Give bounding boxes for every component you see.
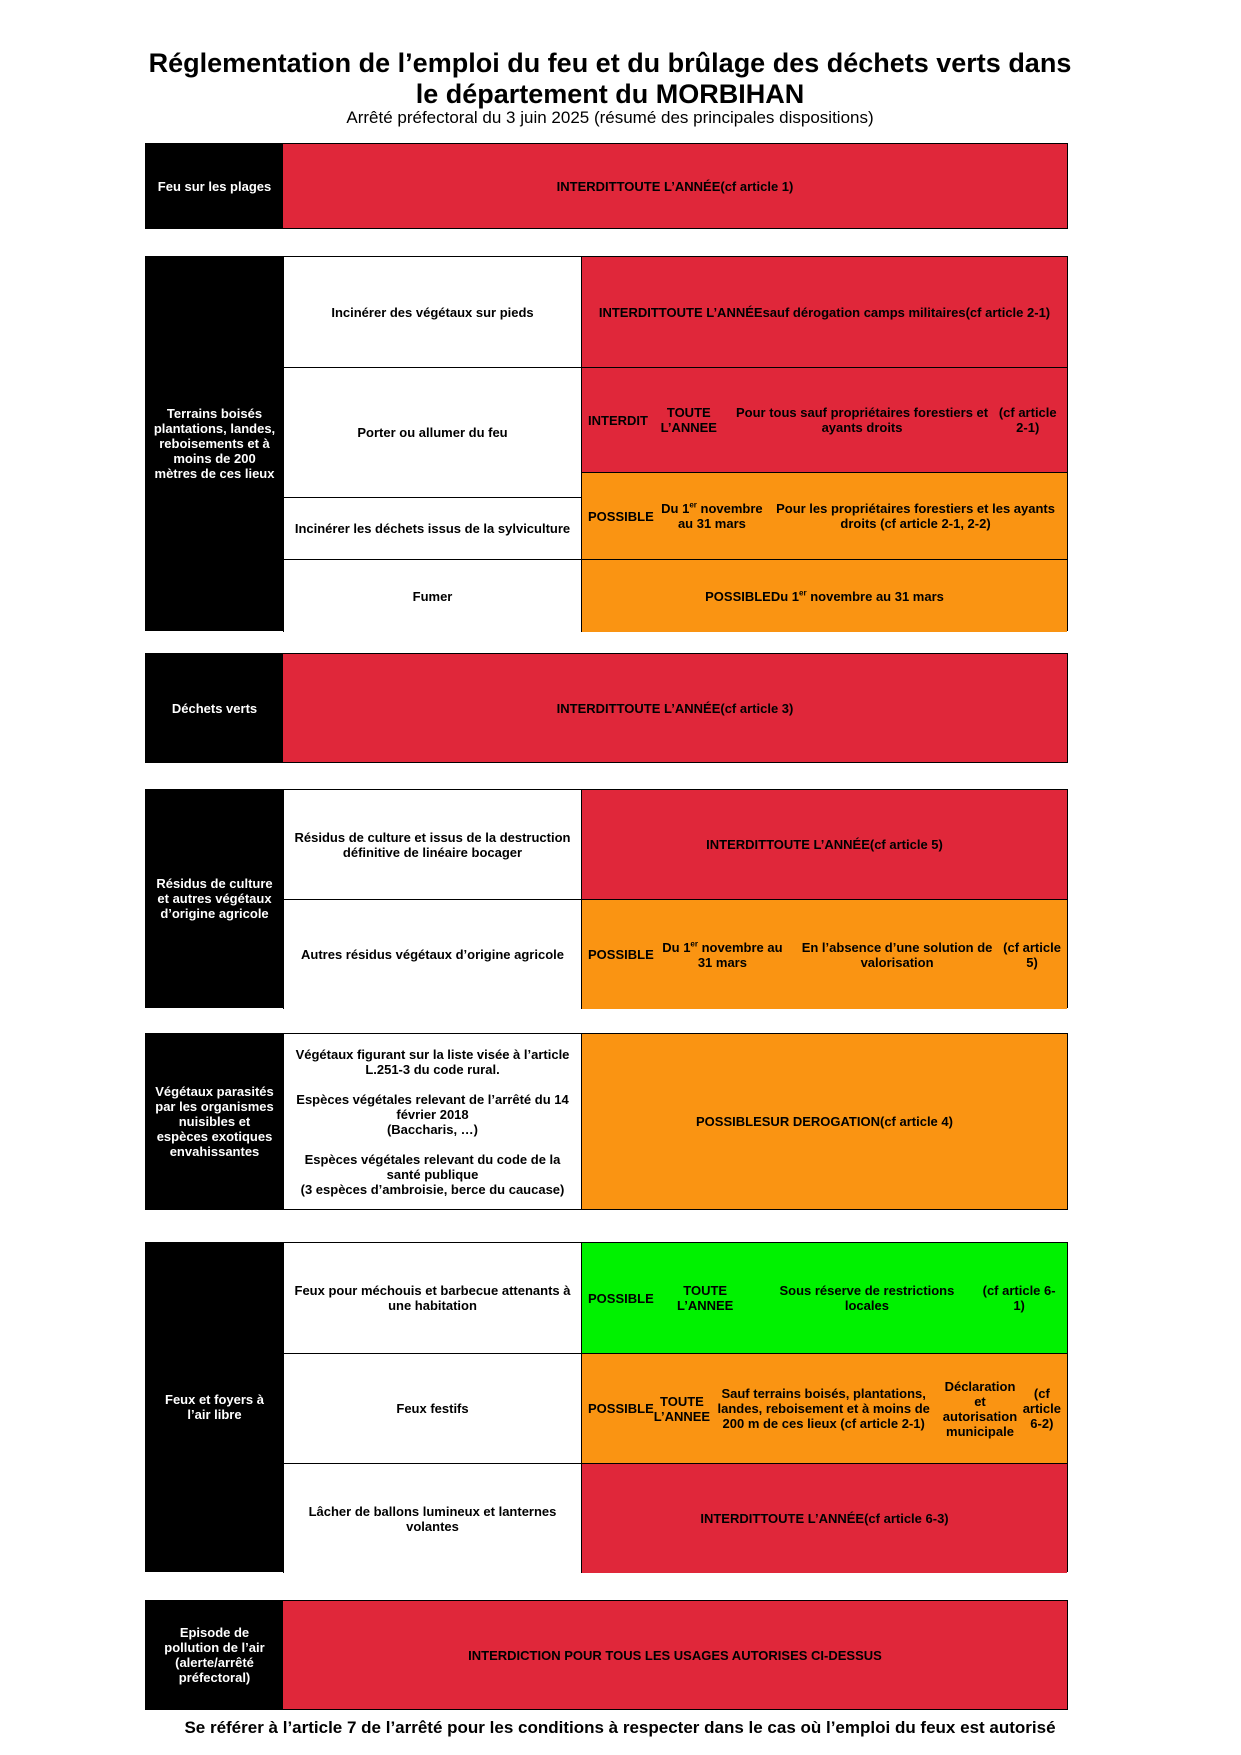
action-ballons-lanternes: Lâcher de ballons lumineux et lanternes volantes xyxy=(283,1463,581,1573)
result-vegetaux-parasites: POSSIBLE SUR DEROGATION (cf article 4) xyxy=(581,1034,1067,1209)
action-incinerer-vegetaux: Incinérer des végétaux sur pieds xyxy=(283,257,581,367)
result-dechets-verts: INTERDIT TOUTE L’ANNÉE (cf article 3) xyxy=(283,654,1067,762)
action-feux-festifs: Feux festifs xyxy=(283,1353,581,1463)
section-pollution xyxy=(145,1600,1068,1710)
page-subtitle: Arrêté préfectoral du 3 juin 2025 (résumé des principales dispositions) xyxy=(346,108,874,127)
category-terrains-boises: Terrains boisés plantations, landes, reboisements et à moins de 200 mètres de ces lieux xyxy=(146,257,283,630)
section-dechets-verts xyxy=(145,653,1068,763)
action-dechets-sylviculture: Incinérer les déchets issus de la sylviculture xyxy=(283,497,581,559)
page-title-line-2: le département du MORBIHAN xyxy=(415,79,805,109)
result-feux-festifs: POSSIBLE TOUTE L’ANNEE Sauf terrains boisés, plantations, landes, reboisement et à moins de 200 m de ces lieux (cf article 2-1) Déclaration et autorisation municipale (cf article 6-2) xyxy=(581,1353,1067,1463)
category-residus-culture: Résidus de culture et autres végétaux d’origine agricole xyxy=(146,790,283,1007)
result-incinerer-vegetaux: INTERDIT TOUTE L’ANNÉE sauf dérogation camps militaires (cf article 2-1) xyxy=(581,257,1067,367)
section-terrains-boises xyxy=(145,256,1068,631)
category-vegetaux-parasites: Végétaux parasités par les organismes nuisibles et espèces exotiques envahissantes xyxy=(146,1034,283,1209)
action-autres-residus: Autres résidus végétaux d’origine agricole xyxy=(283,899,581,1009)
action-vegetaux-parasites: Végétaux figurant sur la liste visée à l’article L.251-3 du code rural. Espèces végétales relevant de l’arrêté du 14 février 2018 (Baccharis, …) Espèces végétales relevant du code de la santé publique (3 espèces d’ambroisie, berce du caucase) xyxy=(283,1034,581,1209)
category-feux-foyers: Feux et foyers à l’air libre xyxy=(146,1243,283,1571)
result-mechouis-barbecue: POSSIBLE TOUTE L’ANNEE Sous réserve de restrictions locales (cf article 6-1) xyxy=(581,1243,1067,1353)
result-fumer: POSSIBLE Du 1er novembre au 31 mars xyxy=(581,559,1067,632)
result-porter-allumer-feu: INTERDIT TOUTE L’ANNEE Pour tous sauf propriétaires forestiers et ayants droits (cf article 2-1) xyxy=(581,367,1067,472)
footer-note: Se référer à l’article 7 de l’arrêté pour les conditions à respecter dans le cas où l’emploi du feux est autorisé xyxy=(184,1718,1056,1737)
category-dechets-verts: Déchets verts xyxy=(146,654,283,762)
result-pollution: INTERDICTION POUR TOUS LES USAGES AUTORISES CI-DESSUS xyxy=(283,1601,1067,1709)
section-residus-culture xyxy=(145,789,1068,1008)
section-vegetaux-parasites xyxy=(145,1033,1068,1210)
page-title-line-1: Réglementation de l’emploi du feu et du brûlage des déchets verts dans xyxy=(148,48,1072,78)
result-dechets-sylviculture: POSSIBLE Du 1er novembre au 31 mars Pour les propriétaires forestiers et les ayants droits (cf article 2-1, 2-2) xyxy=(581,472,1067,559)
result-plages: INTERDIT TOUTE L’ANNÉE (cf article 1) xyxy=(283,144,1067,228)
action-mechouis-barbecue: Feux pour méchouis et barbecue attenants à une habitation xyxy=(283,1243,581,1353)
action-porter-allumer-feu: Porter ou allumer du feu xyxy=(283,367,581,497)
action-residus-bocager: Résidus de culture et issus de la destruction définitive de linéaire bocager xyxy=(283,790,581,899)
result-residus-bocager: INTERDIT TOUTE L’ANNÉE (cf article 5) xyxy=(581,790,1067,899)
category-pollution: Episode de pollution de l’air (alerte/arrêté préfectoral) xyxy=(146,1601,283,1709)
section-feux-foyers xyxy=(145,1242,1068,1572)
result-autres-residus: POSSIBLE Du 1er novembre au 31 mars En l’absence d’une solution de valorisation (cf article 5) xyxy=(581,899,1067,1009)
section-plages xyxy=(145,143,1068,229)
category-plages: Feu sur les plages xyxy=(146,144,283,228)
result-ballons-lanternes: INTERDIT TOUTE L’ANNÉE (cf article 6-3) xyxy=(581,1463,1067,1573)
action-fumer: Fumer xyxy=(283,559,581,632)
